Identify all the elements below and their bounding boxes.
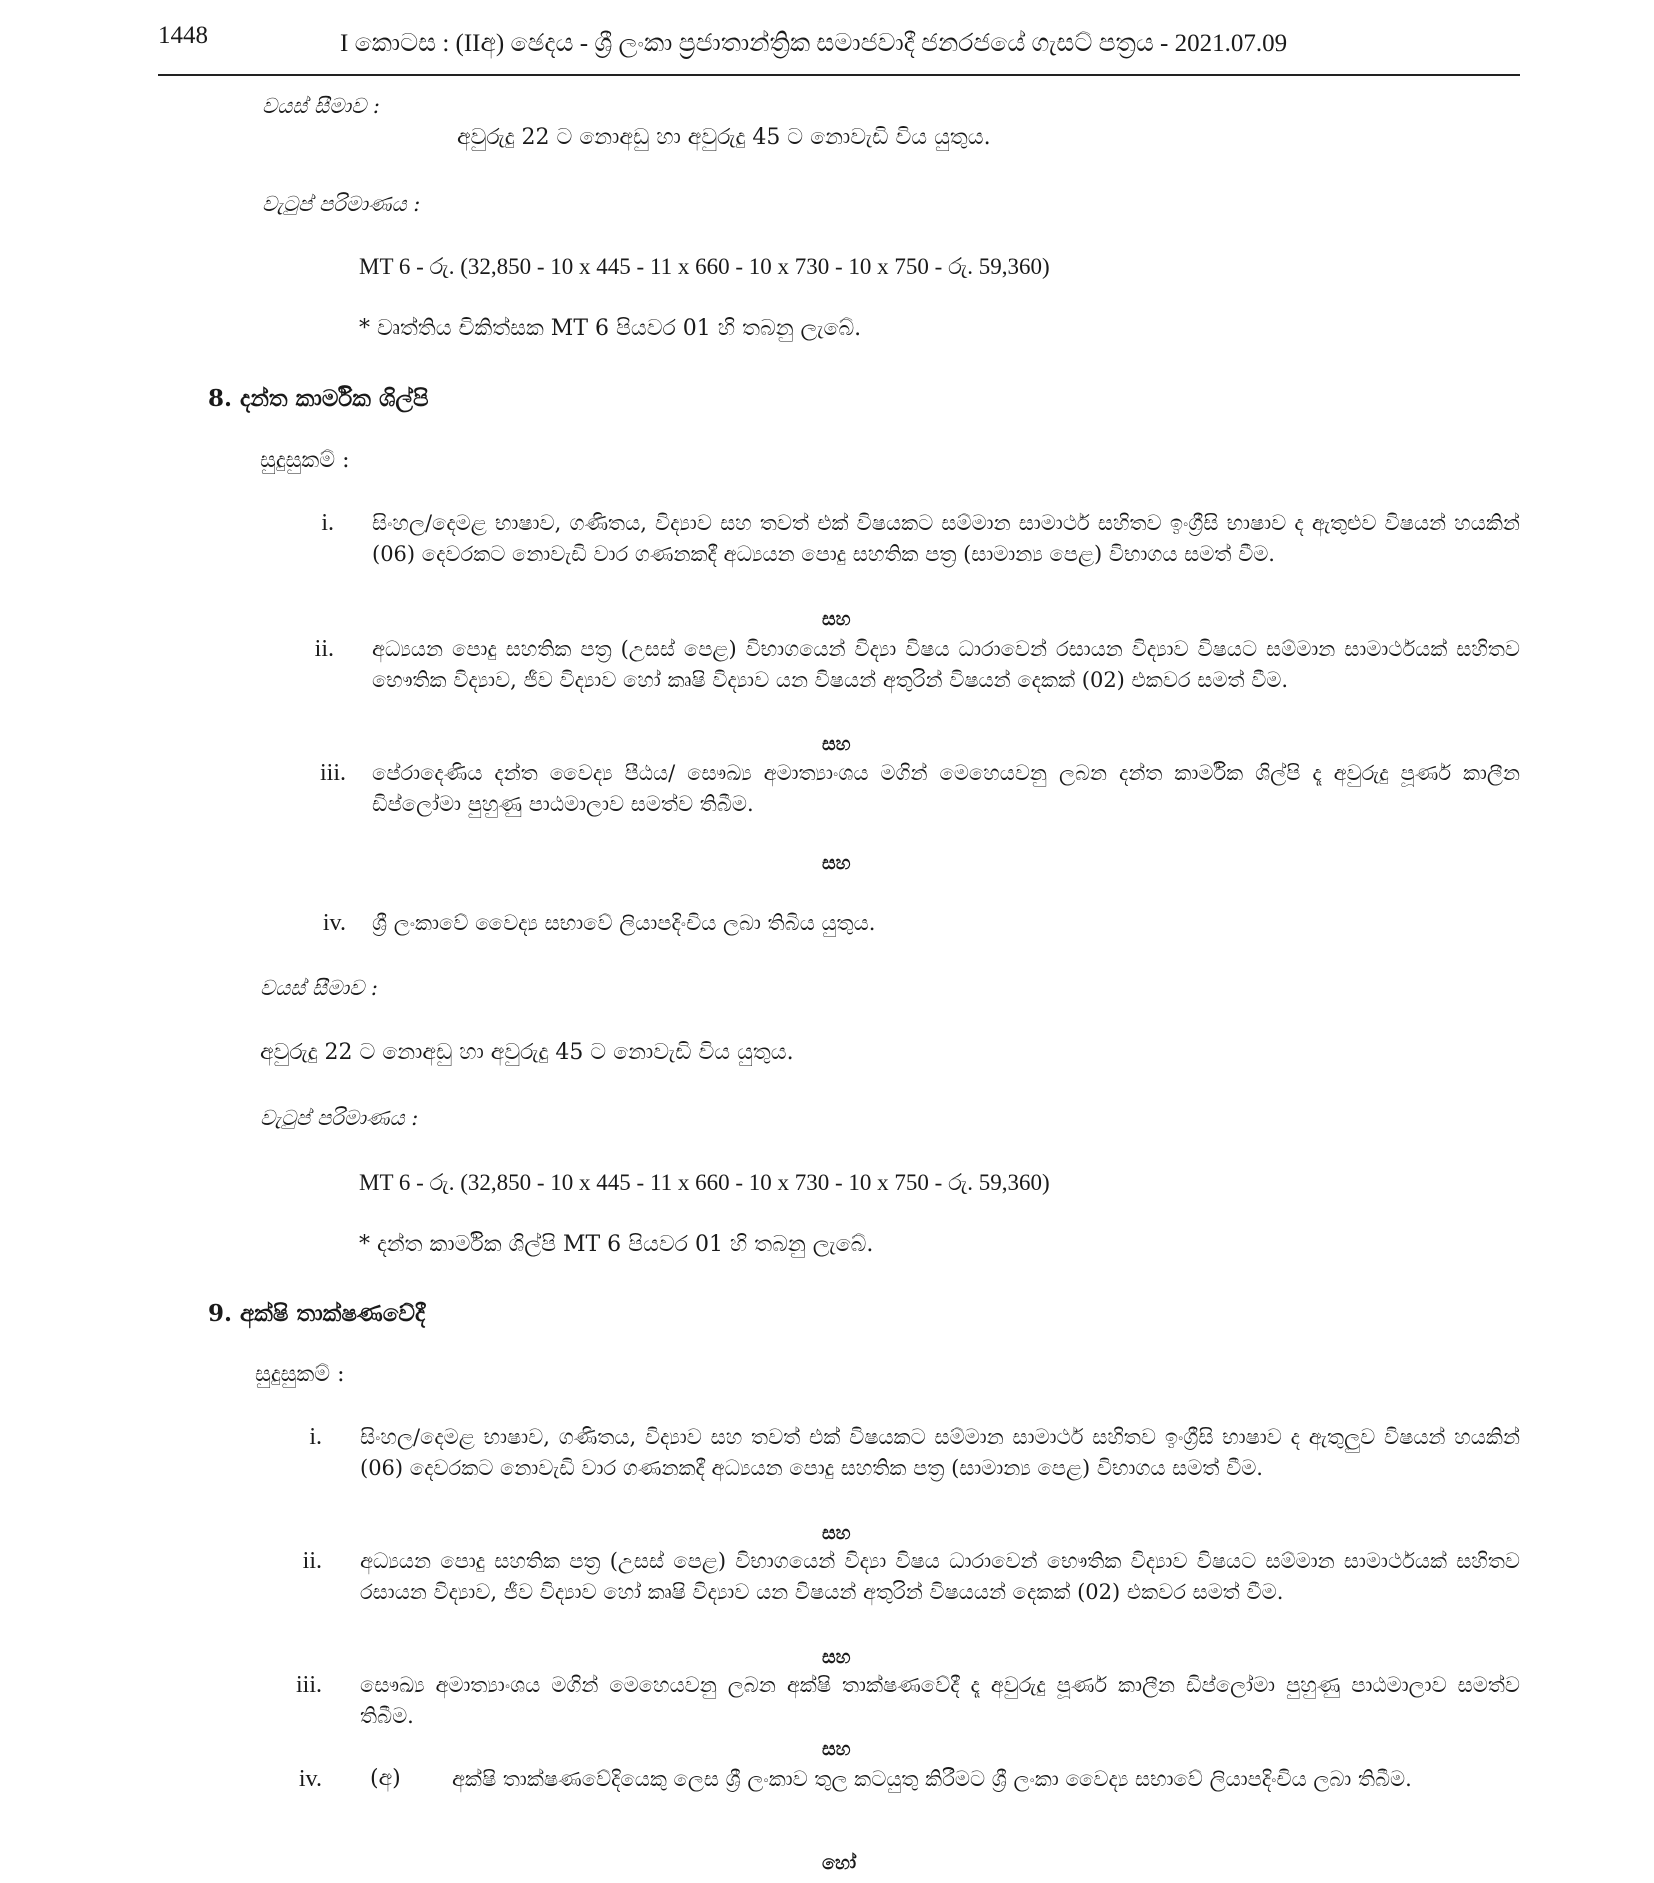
qualification-item: අක්ෂි තාක්ෂණවේදියෙකු ලෙස ශ්‍රී ලංකාව තුල කටයුතු කිරීමට ශ්‍රී ලංකා වෛද්‍ය සභාවේ ලියාපදිංචිය ලබා තිබීම. — [452, 1767, 1412, 1791]
sub-item-marker: (අ) — [370, 1766, 401, 1791]
qualifications-label: සුදුසුකම් : — [260, 448, 350, 473]
qualification-item: සිංහල/දෙමළ භාෂාව, ගණිතය, විද්‍යාව සහ තවත් එක් විෂයකට සම්මාන සාමාර්ථ සහිතව ඉංග්‍රීසි භාෂාව ද ඇතුළුව විෂයන් හයකින් (06) දෙවරකට නොවැඩි වාර ගණනකදී අධ්‍යයන පොදු සහතික පත්‍ර (සාමාන්‍ය පෙළ) විභාගය සමත් වීම. — [372, 511, 1520, 566]
item-number: iii. — [295, 1672, 322, 1698]
age-limit-label: වයස් සීමාව : — [260, 976, 378, 1000]
page-number: 1448 — [158, 22, 208, 49]
qualifications-label: සුදුසුකම් : — [255, 1362, 345, 1387]
conjunction-and: සහ — [822, 1738, 851, 1760]
salary-note: * දන්ත කාර්මික ශිල්පි MT 6 පියවර 01 හි තබනු ලැබේ. — [359, 1232, 874, 1257]
salary-note: * වෘත්තිය චිකිත්සක MT 6 පියවර 01 හි තබනු ලැබේ. — [359, 316, 862, 341]
conjunction-and: සහ — [822, 733, 851, 755]
item-number: iii. — [319, 760, 346, 786]
salary-scale-text: MT 6 - රු. (32,850 - 10 x 445 - 11 x 660 - 10 x 730 - 10 x 750 - රු. 59,360) — [359, 1170, 1050, 1195]
item-number: iv. — [322, 910, 346, 936]
conjunction-or: හෝ — [822, 1852, 857, 1874]
qualification-item: පේරාදෙණිය දන්ත වෛද්‍ය පීඨය/ සෞඛ්‍ය අමාත්‍යාංශය මගින් මෙහෙයවනු ලබන දන්ත කාර්මික ශිල්පි දෑ අවුරුදු පූර්ණ කාලීන ඩිප්ලෝමා පුහුණු පාඨමාලාව සමත්ව තිබීම. — [372, 761, 1520, 816]
item-number: iv. — [298, 1766, 322, 1792]
qualification-item: අධ්‍යයන පොදු සහතික පත්‍ර (උසස් පෙළ) විභාගයෙන් විද්‍යා විෂය ධාරාවෙන් භෞතික විද්‍යාව විෂයට සම්මාන සාමාර්ථයක් සහිතව රසායන විද්‍යාව, ජීව විද්‍යාව හෝ කෘෂි විද්‍යාව යන විෂයන් අතුරින් විෂයයන් දෙකක් (02) එකවර සමත් වීම. — [360, 1549, 1520, 1604]
salary-scale-text: MT 6 - රු. (32,850 - 10 x 445 - 11 x 660 - 10 x 730 - 10 x 750 - රු. 59,360) — [359, 254, 1050, 279]
item-number: ii. — [302, 1548, 322, 1574]
conjunction-and: සහ — [822, 1646, 851, 1668]
conjunction-and: සහ — [822, 608, 851, 630]
gazette-header-title: I කොටස : (IIඅ) ඡෙදය - ශ්‍රී ලංකා ප්‍රජාතාන්ත්‍රික සමාජවාදී ජනරජයේ ගැසට් පත්‍රය - 2021.07.09 — [340, 30, 1288, 57]
section-8-heading: 8. දන්ත කාර්මික ශිල්පි — [208, 385, 429, 412]
item-number: i. — [309, 1424, 322, 1450]
salary-scale-label: වැටුප් පරිමාණය : — [262, 192, 421, 216]
conjunction-and: සහ — [822, 852, 851, 874]
qualification-item: ශ්‍රී ලංකාවේ වෛද්‍ය සභාවේ ලියාපදිංචිය ලබා තිබිය යුතුය. — [372, 911, 876, 935]
qualification-item: සිංහල/දෙමළ භාෂාව, ගණිතය, විද්‍යාව සහ තවත් එක් විෂයකට සම්මාන සාමාර්ථ සහිතව ඉංග්‍රීසි භාෂාව ද ඇතුලුව විෂයන් හයකින් (06) දෙවරකට නොවැඩි වාර ගණනකදී අධ්‍යයන පොදු සහතික පත්‍ර (සාමාන්‍ය පෙළ) විභාගය සමත් වීම. — [360, 1425, 1520, 1480]
conjunction-and: සහ — [822, 1522, 851, 1544]
age-limit-text: අවුරුදු 22 ට නොඅඩු හා අවුරුදු 45 ට නොවැඩි විය යුතුය. — [260, 1040, 794, 1065]
age-limit-text: අවුරුදු 22 ට නොඅඩු හා අවුරුදු 45 ට නොවැඩි විය යුතුය. — [457, 125, 991, 150]
qualification-item: අධ්‍යයන පොදු සහතික පත්‍ර (උසස් පෙළ) විභාගයෙන් විද්‍යා විෂය ධාරාවෙන් රසායන විද්‍යාව විෂයට සම්මාන සාමාර්ථයක් සහිතව භෞතික විද්‍යාව, ජීව විද්‍යාව හෝ කෘෂි විද්‍යාව යන විෂයන් අතුරින් විෂයන් දෙකක් (02) එකවර සමත් වීම. — [372, 637, 1520, 692]
qualification-item: සෞඛ්‍ය අමාත්‍යාංශය මගින් මෙහෙයවනු ලබන අක්ෂි තාක්ෂණවේදී දෑ අවුරුදු පූර්ණ කාලීන ඩිප්ලෝමා පුහුණු පාඨමාලාව සමත්ව තිබීම. — [360, 1673, 1520, 1728]
section-9-heading: 9. අක්ෂි තාක්ෂණවේදී — [208, 1300, 426, 1327]
item-number: ii. — [314, 636, 334, 662]
age-limit-label: වයස් සීමාව : — [262, 94, 380, 118]
salary-scale-label: වැටුප් පරිමාණය : — [260, 1106, 419, 1130]
header-rule — [158, 74, 1520, 76]
item-number: i. — [321, 510, 334, 536]
